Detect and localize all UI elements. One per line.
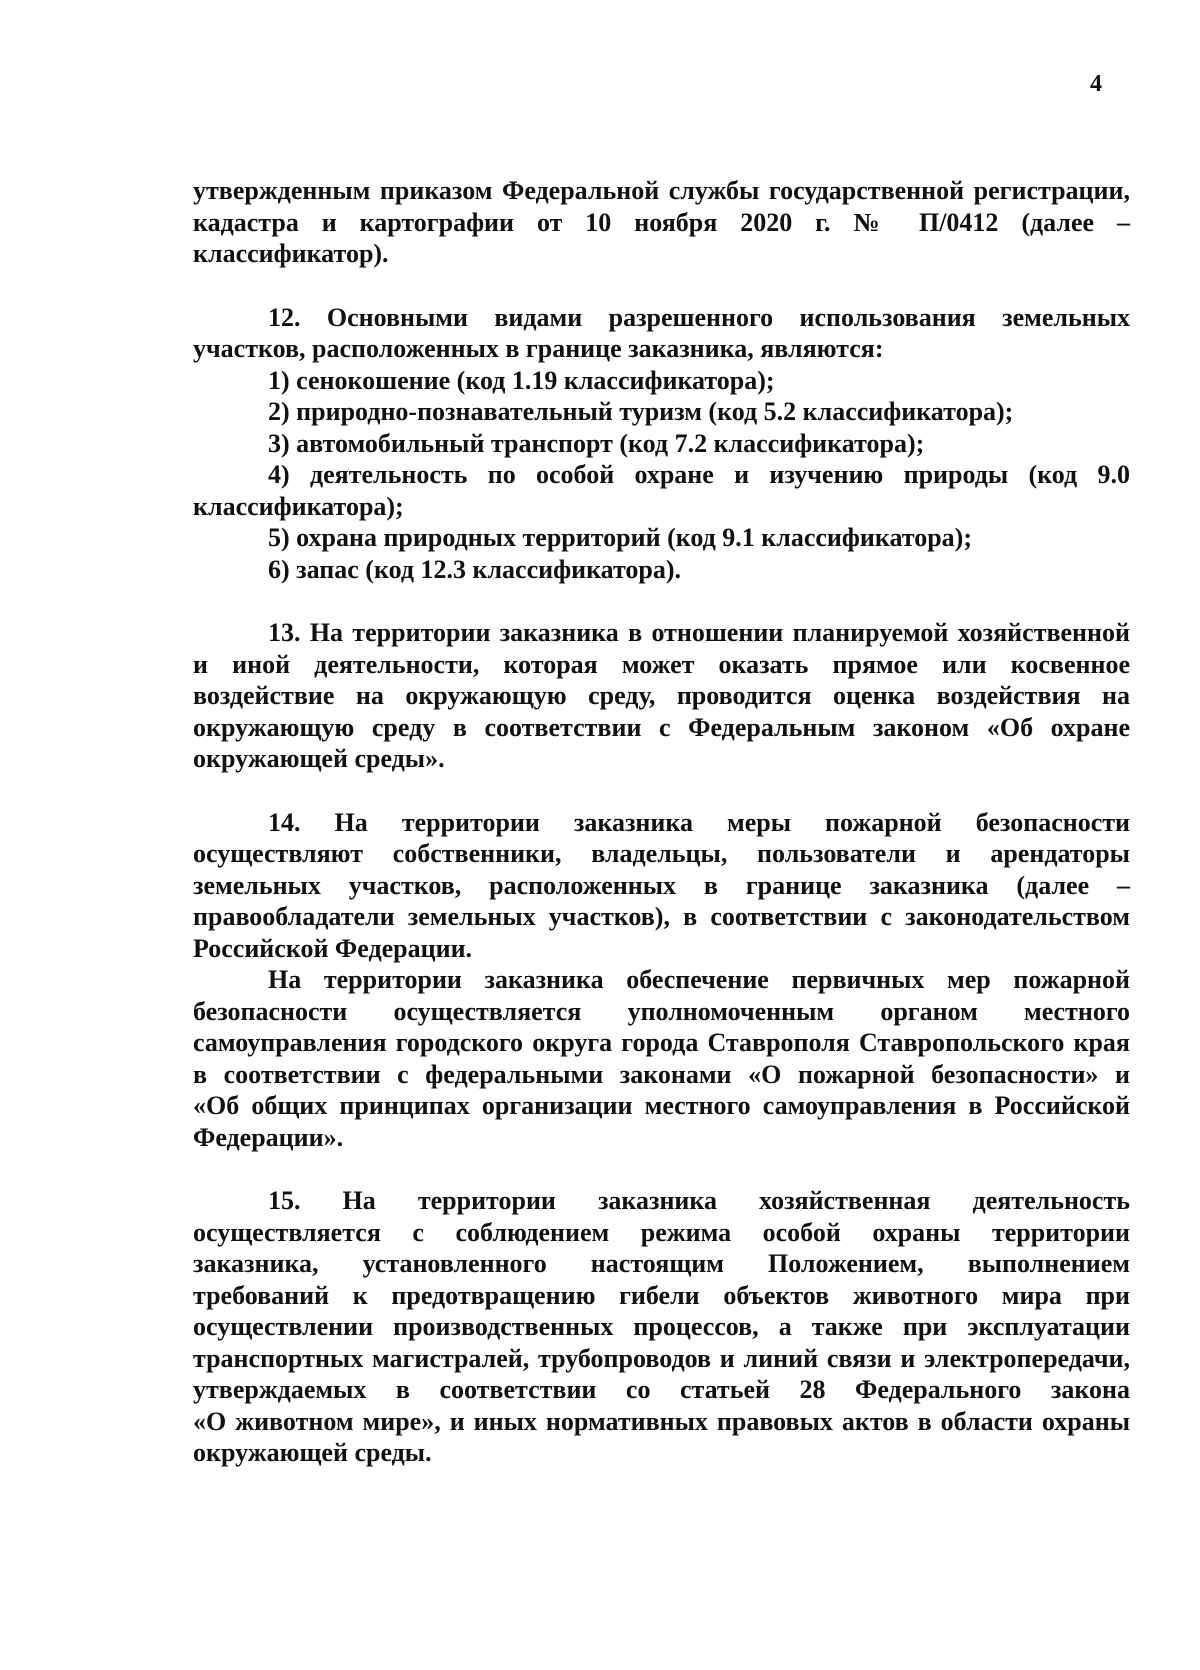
- text-line: окружающей среды».: [193, 744, 445, 773]
- text-line: осуществлении производственных процессов, а также при эксплуатации: [193, 1312, 1130, 1341]
- document-body: [193, 175, 1130, 1469]
- text-line: заказника, установленного настоящим Положением, выполнением: [193, 1249, 1130, 1278]
- list-item: 5) охрана природных территорий (код 9.1 классификатора);: [268, 523, 972, 552]
- text-line: безопасности осуществляется уполномоченным органом местного: [193, 996, 1130, 1026]
- list-item: 3) автомобильный транспорт (код 7.2 классификатора);: [268, 428, 925, 458]
- paragraph-12: [193, 302, 1130, 586]
- text-line: 13. На территории заказника в отношении планируемой хозяйственной: [268, 618, 1130, 647]
- text-line: На территории заказника обеспечение первичных мер пожарной: [268, 965, 1130, 994]
- paragraph-gap: [193, 775, 1130, 807]
- text-line: 12. Основными видами разрешенного использования земельных: [268, 302, 1130, 332]
- text-line: Федерации».: [193, 1122, 344, 1152]
- text-line: участков, расположенных в границе заказника, являются:: [193, 334, 884, 363]
- paragraph-gap: [193, 1153, 1130, 1185]
- text-line: кадастра и картографии от 10 ноября 2020 г. № П/0412 (далее –: [193, 207, 1130, 237]
- text-line: утвержденным приказом Федеральной службы государственной регистрации,: [193, 176, 1130, 205]
- text-line: в соответствии с федеральными законами «О пожарной безопасности» и: [193, 1059, 1130, 1089]
- text-line: воздействие на окружающую среду, проводится оценка воздействия на: [193, 681, 1130, 710]
- paragraph-gap: [193, 270, 1130, 302]
- list-item: 1) сенокошение (код 1.19 классификатора);: [268, 365, 775, 395]
- paragraph-13: [193, 617, 1130, 775]
- text-line: осуществляют собственники, владельцы, пользователи и арендаторы: [193, 839, 1130, 868]
- text-line: «Об общих принципах организации местного самоуправления в Российской: [193, 1091, 1130, 1120]
- list-item: 2) природно-познавательный туризм (код 5.2 классификатора);: [268, 397, 1014, 426]
- paragraph-gap: [193, 585, 1130, 617]
- list-item: 6) запас (код 12.3 классификатора).: [268, 554, 682, 584]
- paragraph-11-continuation: [193, 175, 1130, 270]
- text-line: классификатор).: [193, 239, 389, 268]
- text-line: и иной деятельности, которая может оказать прямое или косвенное: [193, 649, 1130, 679]
- list-item-continuation: классификатора);: [193, 491, 404, 521]
- text-line: утверждаемых в соответствии со статьей 28 Федерального закона: [193, 1375, 1130, 1404]
- text-line: окружающую среду в соответствии с Федеральным законом «Об охране: [193, 712, 1130, 742]
- text-line: требований к предотвращению гибели объектов животного мира при: [193, 1280, 1130, 1310]
- text-line: земельных участков, расположенных в границе заказника (далее –: [193, 870, 1130, 900]
- text-line: 15. На территории заказника хозяйственная деятельность: [268, 1186, 1130, 1215]
- text-line: осуществляется с соблюдением режима особой охраны территории: [193, 1217, 1130, 1247]
- text-line: Российской Федерации.: [193, 933, 473, 963]
- page-number: 4: [1090, 71, 1102, 97]
- paragraph-15: [193, 1185, 1130, 1469]
- text-line: правообладатели земельных участков), в соответствии с законодательством: [193, 902, 1130, 931]
- text-line: окружающей среды.: [193, 1438, 432, 1467]
- text-line: «О животном мире», и иных нормативных правовых актов в области охраны: [193, 1406, 1130, 1436]
- text-line: 14. На территории заказника меры пожарной безопасности: [268, 807, 1130, 837]
- list-item: 4) деятельность по особой охране и изучению природы (код 9.0: [268, 460, 1130, 489]
- text-line: транспортных магистралей, трубопроводов и линий связи и электропередачи,: [193, 1343, 1130, 1373]
- paragraph-14: [193, 807, 1130, 1154]
- text-line: самоуправления городского округа города Ставрополя Ставропольского края: [193, 1028, 1130, 1057]
